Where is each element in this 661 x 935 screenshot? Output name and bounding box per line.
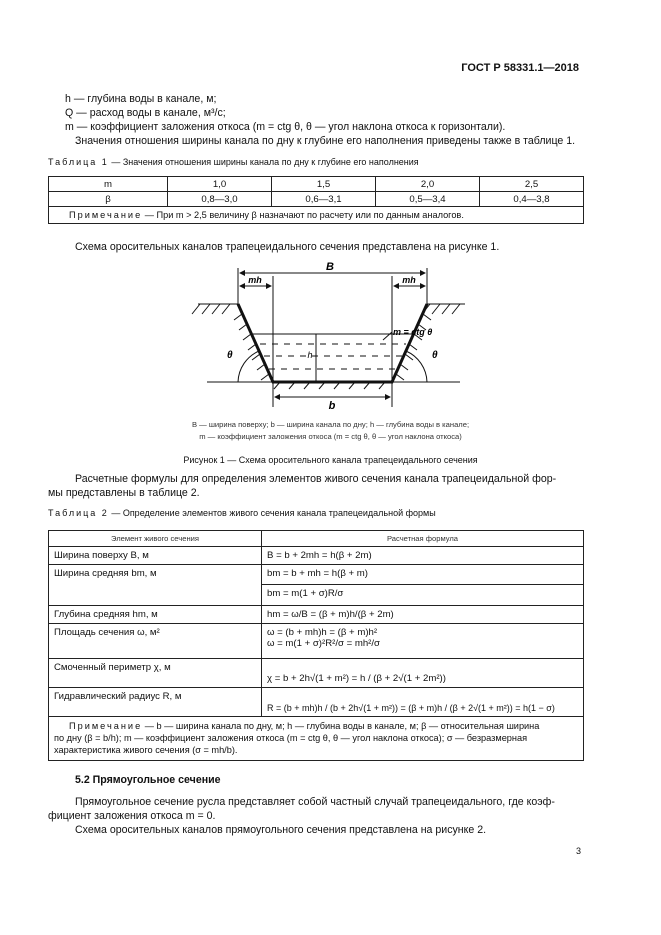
formula-omega-2: ω = m(1 + σ)²R²/σ = mh²/σ	[267, 638, 380, 649]
figure1-caption: Рисунок 1 — Схема оросительного канала трапецеидального сечения	[183, 455, 478, 465]
table-cell: Площадь сечения ω, м²	[49, 624, 262, 659]
table2-note-line-1	[69, 720, 578, 732]
table2-col-formula: Расчетная формула	[262, 531, 584, 547]
section-line-3: Схема оросительных каналов прямоугольного сечения представлена на рисунке 2.	[75, 824, 487, 836]
table-cell: Гидравлический радиус R, м	[49, 688, 262, 717]
table1-row-beta	[49, 192, 584, 207]
label-theta-right: θ	[432, 350, 438, 361]
table2-note-label: Примечание	[69, 721, 143, 731]
label-mh-left: mh	[248, 275, 262, 285]
table-cell: Глубина средняя hm, м	[49, 606, 262, 624]
table-cell: m	[49, 177, 168, 192]
table1-caption	[48, 157, 419, 167]
table1-note	[49, 207, 584, 224]
table-cell: β	[49, 192, 168, 207]
table-row	[49, 565, 584, 606]
page-number: 3	[575, 846, 581, 856]
table2-note-line-2: по дну (β = b/h); m — коэффициент заложения откоса (m = ctg θ, θ — угол наклона откоса); σ — безразмерная	[54, 733, 528, 743]
table2-caption	[48, 508, 436, 518]
table-cell: 1,0	[168, 177, 272, 192]
label-m-ctg: m = ctg θ	[393, 327, 433, 337]
table2-note-row	[49, 717, 584, 761]
table2-col-element: Элемент живого сечения	[49, 531, 262, 547]
channel-profile	[238, 304, 427, 382]
document-id: ГОСТ Р 58331.1—2018	[461, 62, 579, 74]
table2-header-row	[49, 531, 584, 547]
table-cell: 2,0	[376, 177, 480, 192]
section-line-1: Прямоугольное сечение русла представляет собой частный случай трапецеидального, где коэф-	[75, 796, 555, 808]
label-mh-right: mh	[402, 275, 416, 285]
table1	[48, 176, 584, 224]
table-row	[49, 688, 584, 717]
table-cell: Смоченный периметр χ, м	[49, 659, 262, 688]
figure1-diagram	[180, 262, 485, 412]
table1-row-m	[49, 177, 584, 192]
table1-note-text: — При m > 2,5 величину β назначают по расчету или по данным аналогов.	[144, 210, 464, 220]
formula-bm-2: bm = m(1 + σ)R/σ	[267, 588, 344, 599]
label-B: B	[326, 262, 334, 273]
table-cell: 0,5—3,4	[376, 192, 480, 207]
table-row	[49, 547, 584, 565]
table2-caption-text: — Определение элементов живого сечения канала трапецеидальной формы	[111, 508, 436, 518]
table-cell: 0,6—3,1	[272, 192, 376, 207]
table-row	[49, 606, 584, 624]
table2-note-text-1: — b — ширина канала по дну, м; h — глубина воды в канале, м; β — относительная ширина	[144, 721, 540, 731]
intro-line-ref: Значения отношения ширины канала по дну к глубине его наполнения приведены также в таблице 1.	[75, 135, 576, 147]
table-cell: 0,4—3,8	[480, 192, 584, 207]
table-cell: Ширина средняя bm, м	[49, 565, 262, 606]
table-row	[49, 624, 584, 659]
section-line-2: фициент заложения откоса m = 0.	[48, 810, 216, 822]
figure1-legend-1: B — ширина поверху; b — ширина канала по дну; h — глубина воды в канале;	[191, 420, 470, 429]
table1-note-row	[49, 207, 584, 224]
formula-omega-1: ω = (b + mh)h = (β + m)h²	[267, 627, 378, 638]
table-cell: R = (b + mh)h / (b + 2h√(1 + m²)) = (β + m)h / (β + 2√(1 + m²)) = h(1 − σ)	[262, 688, 584, 717]
table-cell: χ = b + 2h√(1 + m²) = h / (β + 2√(1 + 2m²))	[262, 659, 584, 688]
table2	[48, 530, 584, 761]
table1-caption-text: — Значения отношения ширины канала по дну к глубине его наполнения	[111, 157, 419, 167]
table-cell: 0,8—3,0	[168, 192, 272, 207]
table-cell: hm = ω/B = (β + m)h/(β + 2m)	[262, 606, 584, 624]
table-cell	[262, 565, 584, 606]
table1-caption-label: Таблица 1	[48, 157, 109, 167]
table-cell: B = b + 2mh = h(β + 2m)	[262, 547, 584, 565]
figure1-reference: Схема оросительных каналов трапецеидального сечения представлена на рисунке 1.	[75, 241, 500, 253]
para2-line-1: Расчетные формулы для определения элементов живого сечения канала трапецеидальной фор-	[75, 473, 557, 485]
section-heading: 5.2 Прямоугольное сечение	[75, 774, 221, 786]
table2-note	[49, 717, 584, 761]
table-cell: 1,5	[272, 177, 376, 192]
table-row	[49, 659, 584, 688]
table-cell	[262, 624, 584, 659]
intro-line-h: h — глубина воды в канале, м;	[65, 93, 217, 105]
table-cell: Ширина поверху B, м	[49, 547, 262, 565]
intro-line-q: Q — расход воды в канале, м³/с;	[65, 107, 226, 119]
label-h: h	[307, 350, 313, 360]
label-b: b	[328, 400, 336, 412]
formula-bm-1: bm = b + mh = h(β + m)	[262, 565, 583, 585]
table2-caption-label: Таблица 2	[48, 508, 109, 518]
label-theta-left: θ	[227, 350, 233, 361]
table1-note-label: Примечание	[69, 210, 143, 220]
intro-line-m: m — коэффициент заложения откоса (m = ctg θ, θ — угол наклона откоса к горизонтали).	[65, 121, 506, 133]
table-cell: 2,5	[480, 177, 584, 192]
figure1-legend-2: m — коэффициент заложения откоса (m = ctg θ, θ — угол наклона откоса)	[199, 432, 462, 441]
para2-line-2: мы представлены в таблице 2.	[48, 487, 200, 499]
table2-note-line-3: характеристика живого сечения (σ = mh/b).	[54, 745, 238, 755]
